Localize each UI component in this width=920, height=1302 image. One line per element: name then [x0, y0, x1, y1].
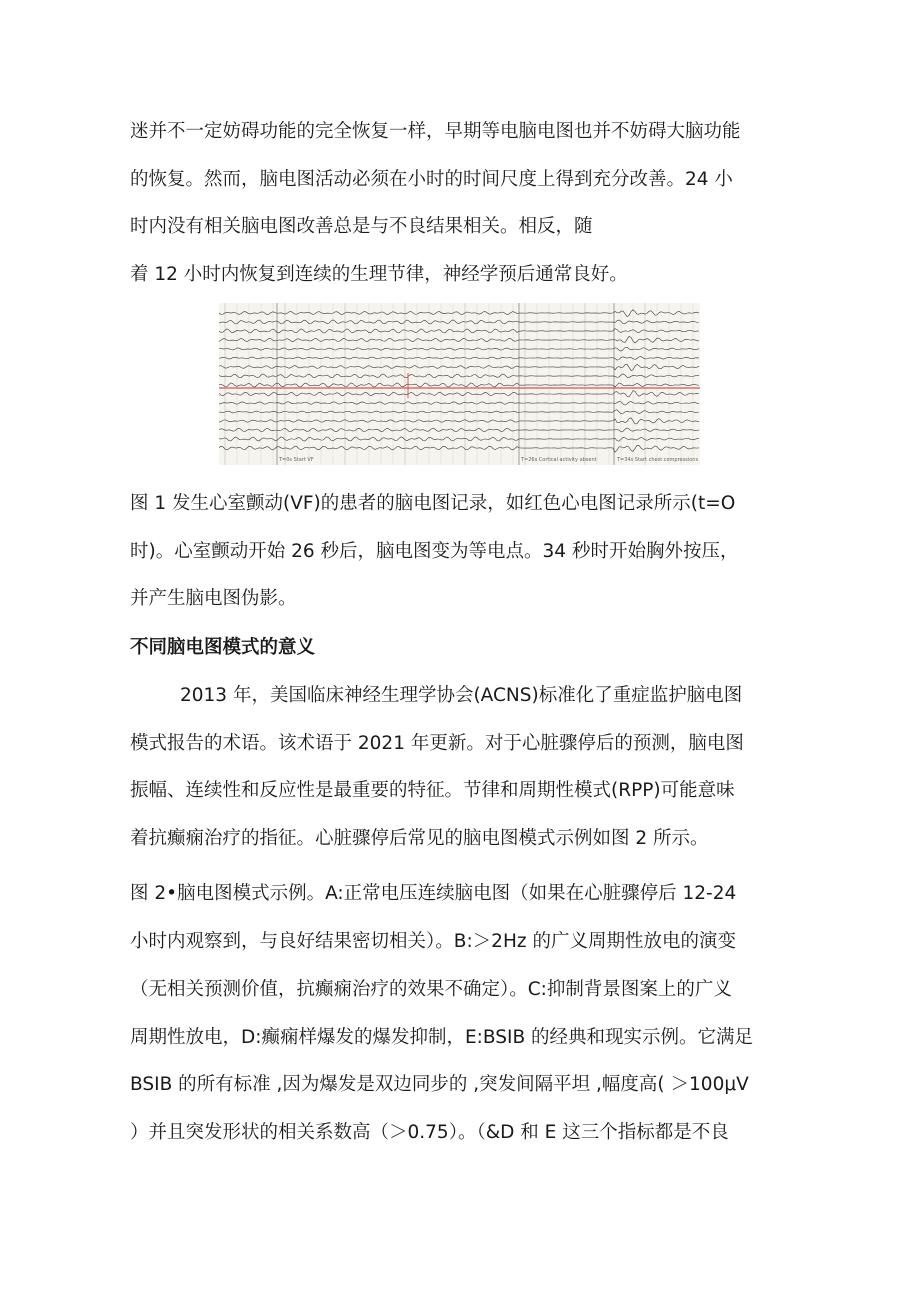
- paragraph2-line-3: 振幅、连续性和反应性是最重要的特征。节律和周期性模式(RPP)可能意味: [130, 780, 735, 801]
- eeg-channel-trace: [219, 356, 699, 360]
- eeg-channel-trace: [219, 437, 699, 441]
- eeg-channel-trace: [219, 445, 699, 452]
- caption1-line-3: 并产生脑电图伪影。: [130, 588, 297, 609]
- eeg-channel-trace: [219, 320, 699, 324]
- caption2-line-6: ）并且突发形状的相关系数高（＞0.75）。（&D 和 E 这三个指标都是不良: [130, 1122, 729, 1143]
- paragraph2-line-4: 着抗癫痫治疗的指征。心脏骤停后常见的脑电图模式示例如图 2 所示。: [130, 828, 709, 849]
- eeg-traces: [219, 310, 699, 453]
- eeg-channel-trace: [219, 336, 699, 343]
- caption2-line-4: 周期性放电，D:癫痫样爆发的爆发抑制，E:BSIB 的经典和现实示例。它满足: [130, 1027, 754, 1048]
- annotation-start-vf: T=0s Start VF: [279, 457, 314, 463]
- section-heading: 不同脑电图模式的意义: [130, 637, 316, 658]
- caption1-line-1: 图 1 发生心室颤动(VF)的患者的脑电图记录，如红色心电图记录所示(t=O: [130, 493, 736, 514]
- eeg-channel-trace: [219, 428, 699, 432]
- eeg-chart: [219, 303, 700, 465]
- eeg-channel-trace: [219, 374, 699, 378]
- eeg-channel-trace: [219, 383, 699, 387]
- eeg-channel-trace: [219, 364, 699, 370]
- paragraph1-line-1: 迷并不一定妨碍功能的完全恢复一样，早期等电脑电图也并不妨碍大脑功能: [130, 121, 741, 142]
- caption2-line-5: BSIB 的所有标准 ,因为爆发是双边同步的 ,突发间隔平坦 ,幅度高( ＞100μV: [130, 1074, 749, 1095]
- eeg-channel-trace: [219, 310, 699, 317]
- annotation-cortical-absent: T=26s Cortical activity absent: [521, 457, 597, 463]
- paragraph2-line-1: 2013 年，美国临床神经生理学协会(ACNS)标准化了重症监护脑电图: [180, 685, 743, 706]
- paragraph1-line-2: 的恢复。然而，脑电图活动必须在小时的时间尺度上得到充分改善。24 小: [130, 169, 733, 190]
- eeg-figure: [219, 303, 700, 465]
- caption2-line-3: （无相关预测价值，抗癫痫治疗的效果不确定）。C:抑制背景图案上的广义: [130, 979, 732, 1000]
- caption2-line-1: 图 2•脑电图模式示例。A:正常电压连续脑电图（如果在心脏骤停后 12-24: [130, 883, 737, 904]
- eeg-channel-trace: [219, 418, 699, 424]
- eeg-channel-trace: [219, 391, 699, 397]
- eeg-channel-trace: [219, 347, 699, 351]
- paragraph1-line-4: 着 12 小时内恢复到连续的生理节律，神经学预后通常良好。: [130, 264, 628, 285]
- paragraph1-line-3: 时内没有相关脑电图改善总是与不良结果相关。相反，随: [130, 216, 593, 237]
- annotation-chest-compressions: T=34s Start chest compressions: [617, 457, 699, 463]
- caption1-line-2: 时)。心室颤动开始 26 秒后，脑电图变为等电点。34 秒时开始胸外按压，: [130, 541, 739, 562]
- eeg-channel-trace: [219, 410, 699, 414]
- eeg-channel-trace: [219, 329, 699, 333]
- caption2-line-2: 小时内观察到，与良好结果密切相关）。B:＞2Hz 的广义周期性放电的演变: [130, 931, 736, 952]
- paragraph2-line-2: 模式报告的术语。该术语于 2021 年更新。对于心脏骤停后的预测，脑电图: [130, 733, 744, 754]
- eeg-channel-trace: [219, 401, 699, 405]
